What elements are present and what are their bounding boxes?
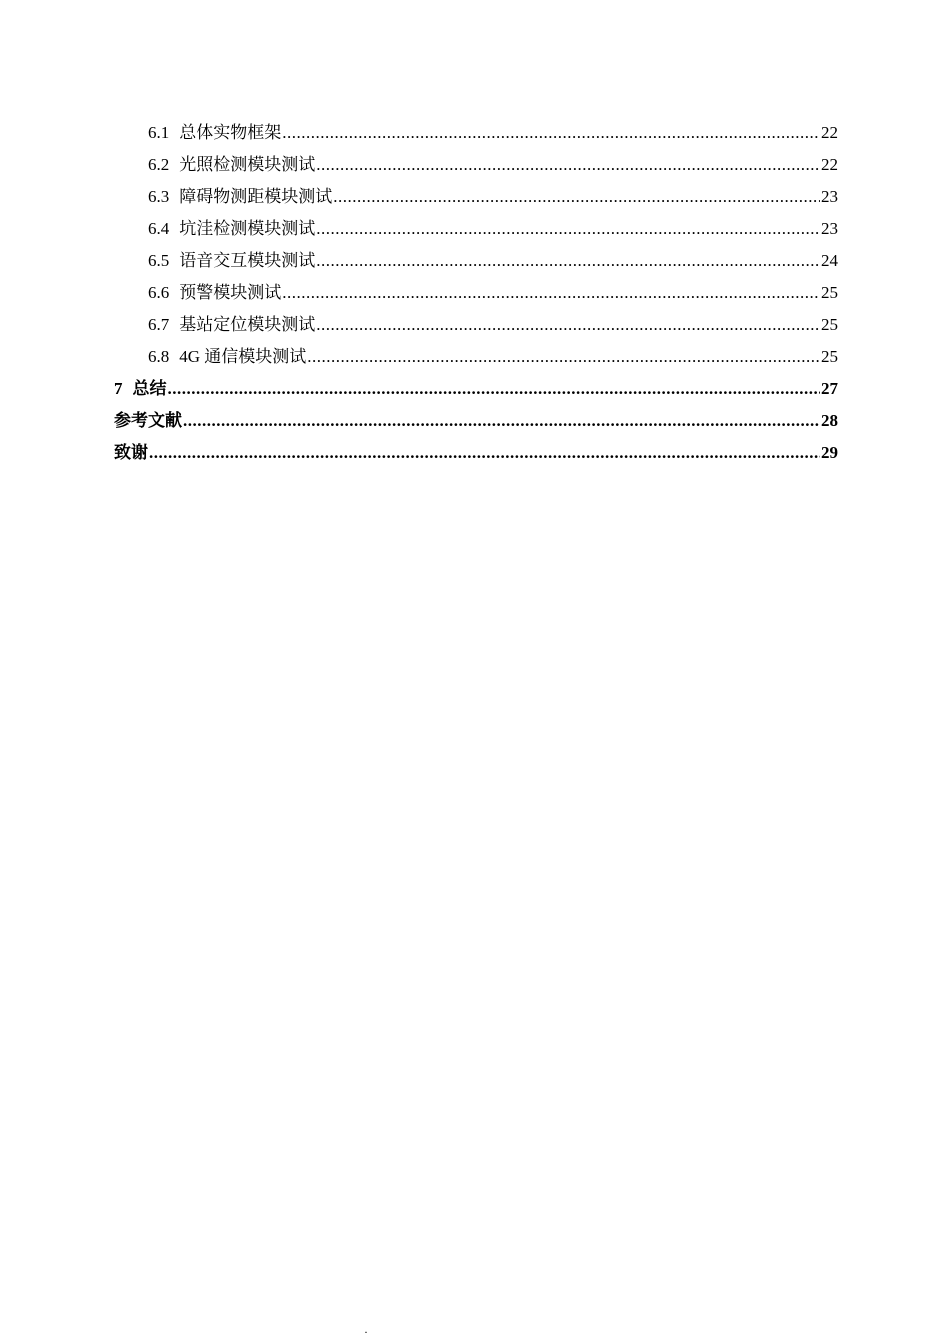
table-of-contents: [114, 117, 838, 469]
dot-leader: [183, 405, 820, 437]
dot-leader: [282, 277, 820, 309]
toc-entry-number: 6.3: [148, 187, 170, 206]
toc-entry-number: 6.4: [148, 219, 170, 238]
dot-leader: [316, 149, 820, 181]
dot-leader: [316, 245, 820, 277]
toc-entry-title: 基站定位模块测试: [179, 315, 316, 334]
toc-entry-acknowledgements[interactable]: [114, 437, 838, 469]
toc-entry-page: 29: [821, 443, 838, 462]
toc-entry-number: 6.5: [148, 251, 170, 270]
toc-entry-title: 语音交互模块测试: [179, 251, 316, 270]
toc-entry-number: 6.6: [148, 283, 170, 302]
toc-entry-6-4[interactable]: [114, 213, 838, 245]
toc-entry-page: 25: [821, 347, 838, 366]
toc-entry-title: 参考文献: [114, 411, 182, 430]
toc-entry-6-7[interactable]: [114, 309, 838, 341]
toc-entry-page: 27: [821, 379, 838, 398]
toc-entry-6-3[interactable]: [114, 181, 838, 213]
toc-entry-title: 致谢: [114, 443, 148, 462]
toc-entry-page: 23: [821, 219, 838, 238]
toc-entry-6-5[interactable]: [114, 245, 838, 277]
dot-leader: [333, 181, 820, 213]
toc-entry-references[interactable]: [114, 405, 838, 437]
toc-entry-title: 总体实物框架: [179, 123, 282, 142]
toc-entry-page: 22: [821, 155, 838, 174]
toc-entry-6-8[interactable]: [114, 341, 838, 373]
toc-entry-title: 障碍物测距模块测试: [179, 187, 333, 206]
toc-entry-number: 6.2: [148, 155, 170, 174]
toc-entry-6-6[interactable]: [114, 277, 838, 309]
toc-entry-number: 6.8: [148, 347, 170, 366]
toc-entry-number: 6.7: [148, 315, 170, 334]
page-footer-mark: ·: [364, 1325, 368, 1339]
dot-leader: [316, 309, 820, 341]
toc-entry-6-1[interactable]: [114, 117, 838, 149]
toc-entry-title: 坑洼检测模块测试: [179, 219, 316, 238]
toc-entry-title: 光照检测模块测试: [179, 155, 316, 174]
toc-entry-page: 24: [821, 251, 838, 270]
toc-entry-page: 25: [821, 283, 838, 302]
dot-leader: [307, 341, 820, 373]
dot-leader: [168, 373, 821, 405]
dot-leader: [316, 213, 820, 245]
toc-entry-page: 22: [821, 123, 838, 142]
toc-entry-title: 预警模块测试: [179, 283, 282, 302]
toc-entry-6-2[interactable]: [114, 149, 838, 181]
toc-entry-7[interactable]: [114, 373, 838, 405]
toc-entry-page: 25: [821, 315, 838, 334]
toc-entry-title: 4G 通信模块测试: [179, 347, 307, 366]
toc-entry-number: 6.1: [148, 123, 170, 142]
toc-entry-page: 28: [821, 411, 838, 430]
dot-leader: [282, 117, 820, 149]
toc-entry-number: 7: [114, 379, 123, 398]
toc-entry-page: 23: [821, 187, 838, 206]
dot-leader: [149, 437, 820, 469]
toc-entry-title: 总结: [132, 379, 167, 398]
